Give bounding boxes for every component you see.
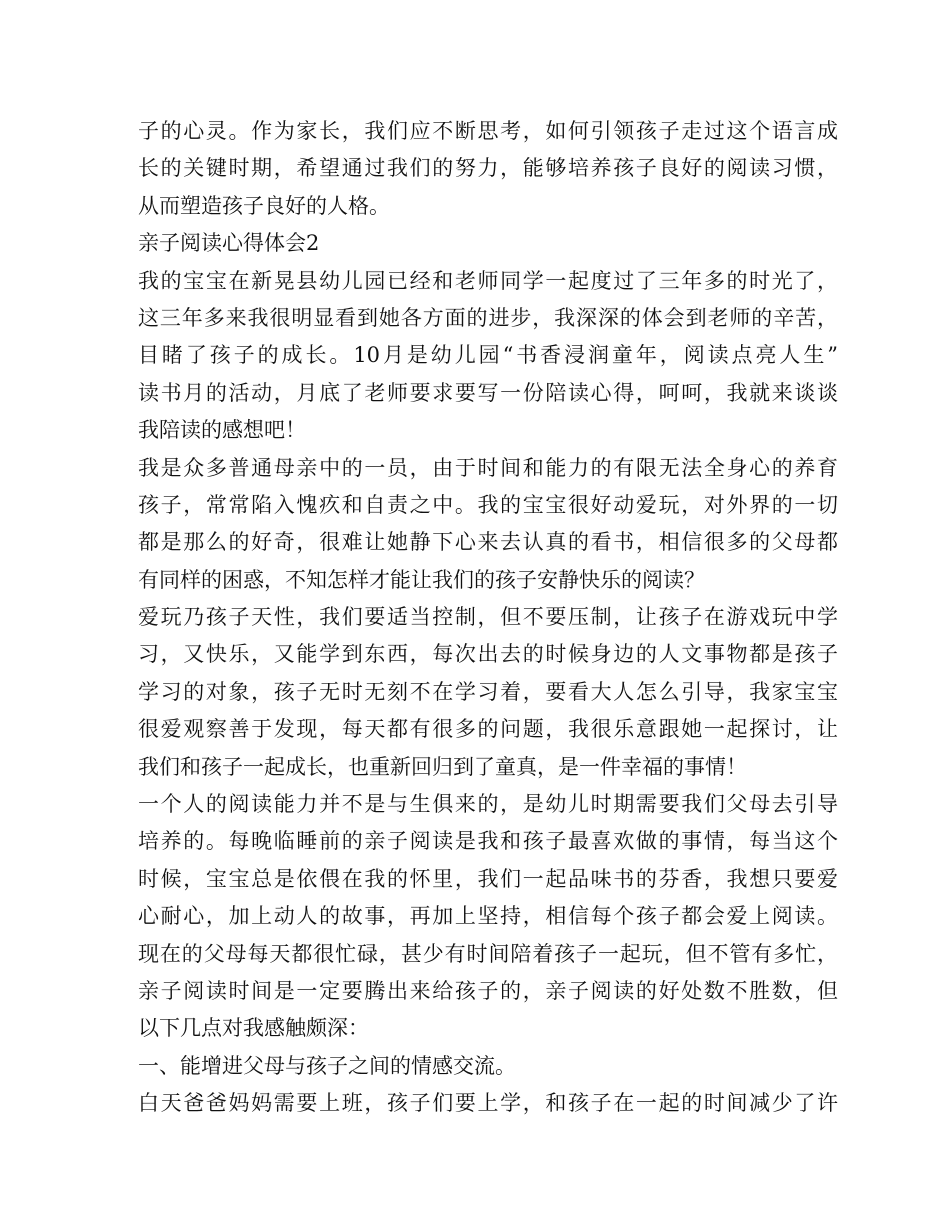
text-line: 时候，宝宝总是依偎在我的怀里，我们一起品味书的芬香，我想只要爱 [138,866,838,891]
text-line: 长的关键时期，希望通过我们的努力，能够培养孩子良好的阅读习惯， [138,156,838,181]
text-line: 有同样的困惑，不知怎样才能让我们的孩子安静快乐的阅读？ [138,567,705,592]
text-line: 现在的父母每天都很忙碌，甚少有时间陪着孩子一起玩，但不管有多忙， [138,941,838,966]
text-line: 从而塑造孩子良好的人格。 [138,193,390,218]
text-line: 我是众多普通母亲中的一员，由于时间和能力的有限无法全身心的养育 [138,455,838,480]
text-line: 一个人的阅读能力并不是与生俱来的，是幼儿时期需要我们父母去引导 [138,792,838,817]
text-line: 以下几点对我感触颇深： [138,1016,369,1041]
text-line: 我们和孩子一起成长，也重新回归到了童真，是一件幸福的事情！ [138,754,747,779]
text-line: 一、能增进父母与孩子之间的情感交流。 [138,1053,516,1078]
text-line: 读书月的活动，月底了老师要求要写一份陪读心得，呵呵，我就来谈谈 [138,380,838,405]
text-line: 白天爸爸妈妈需要上班，孩子们要上学，和孩子在一起的时间减少了许 [138,1091,838,1116]
text-line: 孩子，常常陷入愧疚和自责之中。我的宝宝很好动爱玩，对外界的一切 [138,492,838,517]
text-line: 都是那么的好奇，很难让她静下心来去认真的看书，相信很多的父母都 [138,530,838,555]
text-line: 目睹了孩子的成长。10月是幼儿园“书香浸润童年，阅读点亮人生” [138,343,838,368]
text-line: 子的心灵。作为家长，我们应不断思考，如何引领孩子走过这个语言成 [138,119,838,143]
text-line: 培养的。每晚临睡前的亲子阅读是我和孩子最喜欢做的事情，每当这个 [138,829,838,854]
text-line: 亲子阅读时间是一定要腾出来给孩子的，亲子阅读的好处数不胜数，但 [138,978,838,1003]
text-line: 学习的对象，孩子无时无刻不在学习着，要看大人怎么引导，我家宝宝 [138,679,838,704]
text-line: 我的宝宝在新晃县幼儿园已经和老师同学一起度过了三年多的时光了， [138,268,838,293]
text-line: 爱玩乃孩子天性，我们要适当控制，但不要压制，让孩子在游戏玩中学 [138,605,838,630]
text-line: 很爱观察善于发现，每天都有很多的问题，我很乐意跟她一起探讨，让 [138,717,838,742]
text-line: 习，又快乐，又能学到东西，每次出去的时候身边的人文事物都是孩子 [138,642,838,667]
text-line: 我陪读的感想吧！ [138,418,306,443]
text-line: 这三年多来我很明显看到她各方面的进步，我深深的体会到老师的辛苦， [138,305,838,330]
document-body [138,113,838,1123]
text-line: 心耐心，加上动人的故事，再加上坚持，相信每个孩子都会爱上阅读。 [138,904,838,929]
section-heading: 亲子阅读心得体会2 [138,231,320,256]
